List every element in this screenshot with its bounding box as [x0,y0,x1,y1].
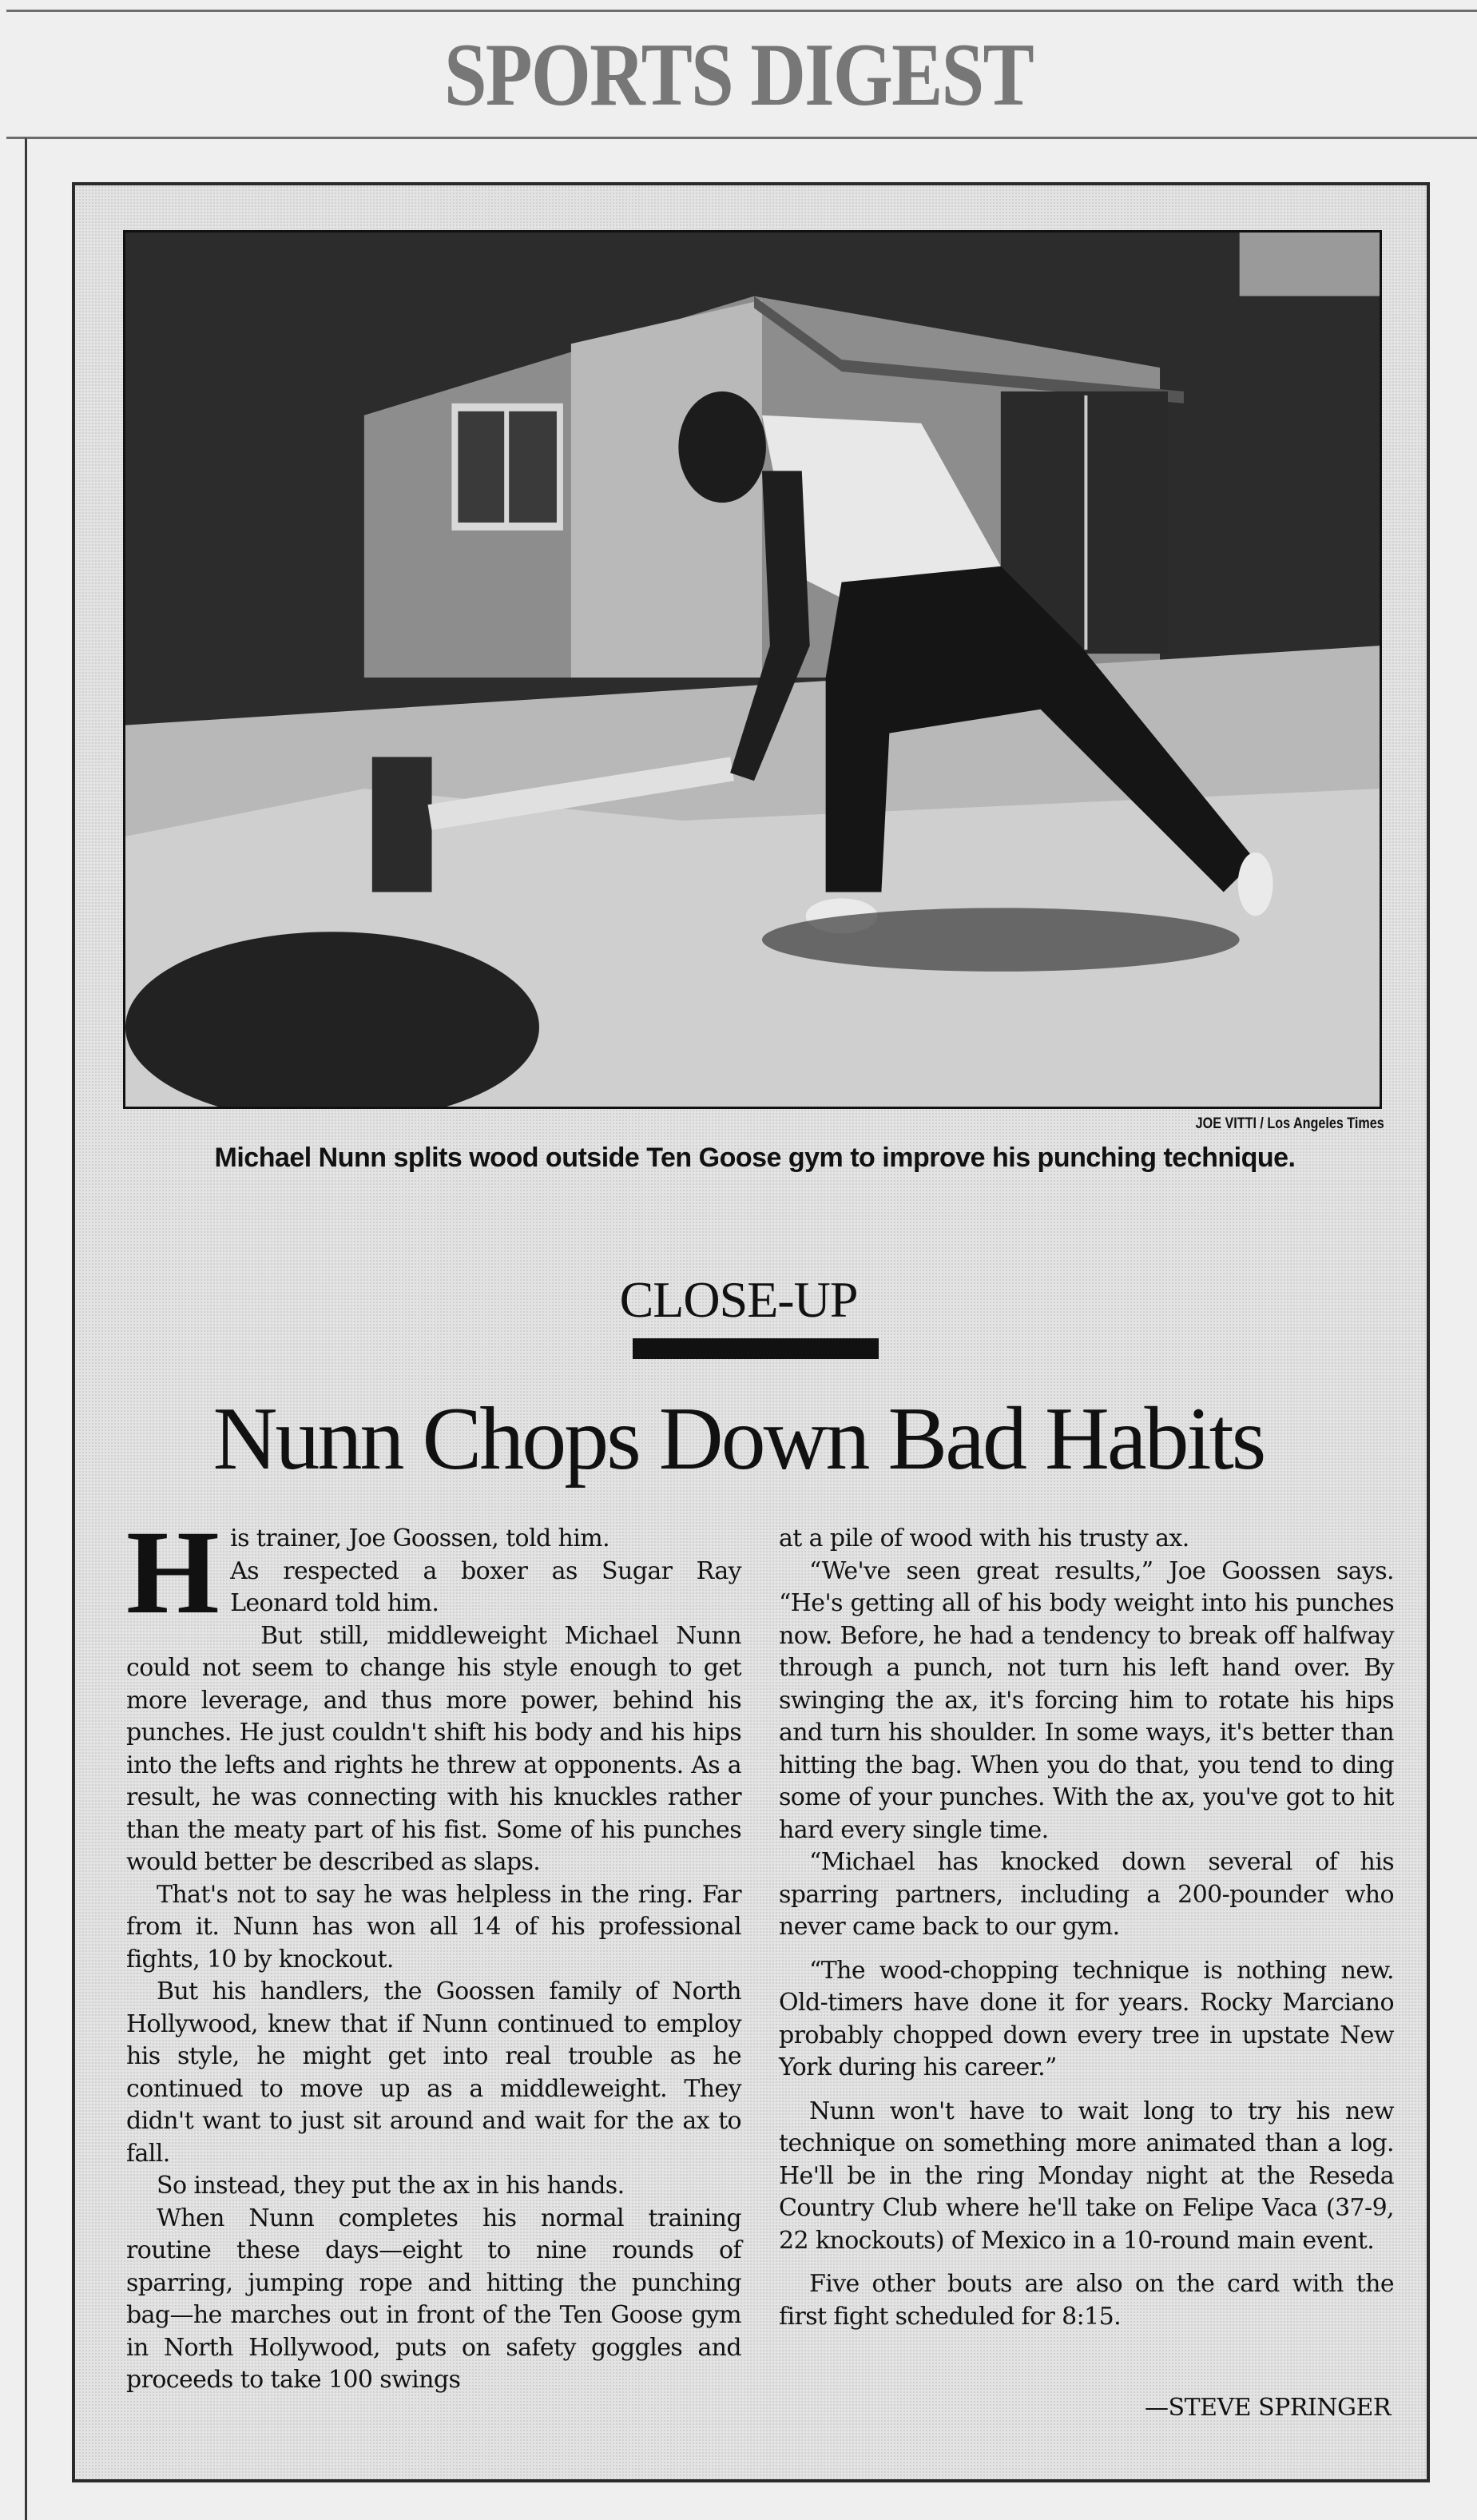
paragraph: When Nunn completes his normal training routine these days—eight to nine rounds of sparring, jumping rope and hitting the punching bag—he marches out in front of the Ten Goose gym in North Hollywood, puts on safety goggles and proceeds to take 100 swings [126,2204,741,2394]
paragraph: But his handlers, the Goossen family of North Hollywood, knew that if Nunn continued to employ his style, he might get into real trouble as he continued to move up as a middleweight. They didn't want to just sit around and wait for the ax to fall. [126,1977,741,2168]
photo-credit: JOE VITTI / Los Angeles Times [1195,1115,1384,1132]
kicker-underline [633,1338,879,1359]
paragraph: “We've seen great results,” Joe Goossen says. “He's getting all of his body weight into his punches now. Before, he had a tendency to break off halfway through a punch, not turn his left hand over. By swinging the ax, it's forcing him to rotate his hips and turn his shoulder. In some ways, it's better than hitting the bag. When you do that, you tend to ding some of your punches. With the ax, you've got to hit hard every single time. [779,1556,1394,1844]
photo-caption: Michael Nunn splits wood outside Ten Goose gym to improve his punching technique. [214,1143,1296,1173]
article-column-right [779,1523,1394,2333]
paragraph: But still, middleweight Michael Nunn could not seem to change his style enough to get more leverage, and thus more power, behind his punches. He just couldn't shift his body and his hips into the lefts and rights he threw at opponents. As a result, he was connecting with his knuckles rather than the meaty part of his fist. Some of his punches would better be described as slaps. [126,1621,741,1876]
paragraph: So instead, they put the ax in his hands. [157,2172,625,2200]
kicker-label: CLOSE-UP [619,1271,858,1328]
paragraph: His trainer, Joe Goossen, told him. [126,1506,610,1639]
drop-cap: H [126,1506,220,1639]
paragraph: Nunn won't have to wait long to try his new technique on something more animated than a log. He'll be in the ring Monday night at the Reseda Country Club where he'll take on Felipe Vaca (37-9, 22 knockouts) of Mexico in a 10-round main event. [779,2097,1394,2255]
paragraph: “Michael has knocked down several of his sparring partners, including a 200-pounder who never came back to our gym. [779,1848,1394,1941]
article-photo [123,230,1382,1109]
paragraph: “The wood-chopping technique is nothing new. Old-timers have done it for years. Rocky Marciano probably chopped down every tree in upstate New York during his career.” [779,1956,1394,2081]
article-column-left [126,1506,741,2397]
top-rule [6,10,1477,12]
photo-illustration [125,233,1380,1107]
paragraph: Five other bouts are also on the card with the first fight scheduled for 8:15. [779,2270,1394,2331]
byline: —STEVE SPRINGER [1145,2394,1391,2422]
paragraph: at a pile of wood with his trusty ax. [779,1524,1189,1552]
article-headline: Nunn Chops Down Bad Habits [212,1389,1265,1489]
paragraph: That's not to say he was helpless in the ring. Far from it. Nunn has won all 14 of his professional fights, 10 by knockout. [126,1880,741,1973]
paragraph: As respected a boxer as Sugar Ray Leonard told him. [230,1556,741,1617]
section-title: SPORTS DIGEST [443,26,1034,125]
